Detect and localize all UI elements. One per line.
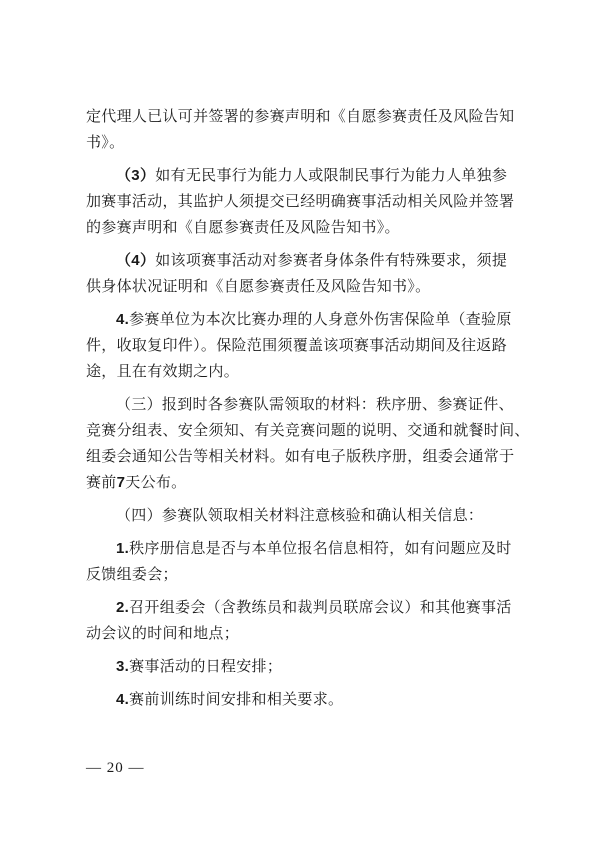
text-line: 书》。 xyxy=(86,133,125,151)
text-line: 件，收取复印件）。保险范围须覆盖该项赛事活动期间及往返路 xyxy=(86,336,507,354)
page-number: — 20 — xyxy=(86,760,145,776)
text-span: 赛事活动的日程安排； xyxy=(129,657,283,675)
text-span: 如该项赛事活动对参赛者身体条件有特殊要求，须提 xyxy=(155,251,508,269)
text-span: 天公布。 xyxy=(125,473,187,491)
text-line: 反馈组委会； xyxy=(86,565,178,583)
text-line xyxy=(86,535,518,561)
paragraph xyxy=(86,653,518,679)
text-line xyxy=(86,306,518,332)
text-span: 秩序册信息是否与本单位报名信息相符，如有问题应及时 xyxy=(129,539,512,557)
text-line: 加赛事活动，其监护人须提交已经明确赛事活动相关风险并签署 xyxy=(86,192,515,210)
paragraph xyxy=(86,103,518,155)
text-span: 赛前 xyxy=(86,473,117,491)
paragraph xyxy=(86,306,518,384)
text-line: （三）报到时各参赛队需领取的材料：秩序册、参赛证件、 xyxy=(116,395,514,413)
list-marker: 3. xyxy=(116,658,130,675)
list-marker: 4. xyxy=(116,311,130,328)
text-line: 定代理人已认可并签署的参赛声明和《自愿参赛责任及风险告知 xyxy=(86,107,515,125)
paragraph xyxy=(86,686,518,712)
number-span: 7 xyxy=(116,474,126,491)
document-body xyxy=(86,103,530,712)
text-span: 如有无民事行为能力人或限制民事行为能力人单独参 xyxy=(155,166,508,184)
list-marker: 1. xyxy=(116,540,130,557)
list-marker: 4. xyxy=(116,691,130,708)
text-line xyxy=(86,594,518,620)
text-line: （四）参赛队领取相关材料注意核验和确认相关信息： xyxy=(116,506,484,524)
text-line xyxy=(86,653,518,679)
text-line xyxy=(86,686,518,712)
list-marker: （3） xyxy=(116,167,156,184)
text-line xyxy=(86,469,518,495)
paragraph xyxy=(86,502,518,528)
text-span: 赛前训练时间安排和相关要求。 xyxy=(129,690,344,708)
text-span: 参赛单位为本次比赛办理的人身意外伤害保险单（查验原 xyxy=(129,310,512,328)
list-marker: （4） xyxy=(116,252,156,269)
text-line: 供身体状况证明和《自愿参赛责任及风险告知书》。 xyxy=(86,277,431,295)
text-span: 召开组委会（含教练员和裁判员联席会议）和其他赛事活 xyxy=(129,598,512,616)
text-line: 动会议的时间和地点； xyxy=(86,624,240,642)
text-line: 途，且在有效期之内。 xyxy=(86,362,240,380)
text-line: 组委会通知公告等相关材料。如有电子版秩序册，组委会通常于 xyxy=(86,447,515,465)
paragraph xyxy=(86,162,518,240)
text-line xyxy=(86,162,518,188)
text-line: 竞赛分组表、安全须知、有关竞赛问题的说明、交通和就餐时间、 xyxy=(86,421,530,439)
text-line xyxy=(86,247,518,273)
paragraph xyxy=(86,247,518,299)
paragraph xyxy=(86,391,530,495)
paragraph xyxy=(86,594,518,646)
text-line: 的参赛声明和《自愿参赛责任及风险告知书》。 xyxy=(86,218,400,236)
list-marker: 2. xyxy=(116,599,130,616)
paragraph xyxy=(86,535,518,587)
